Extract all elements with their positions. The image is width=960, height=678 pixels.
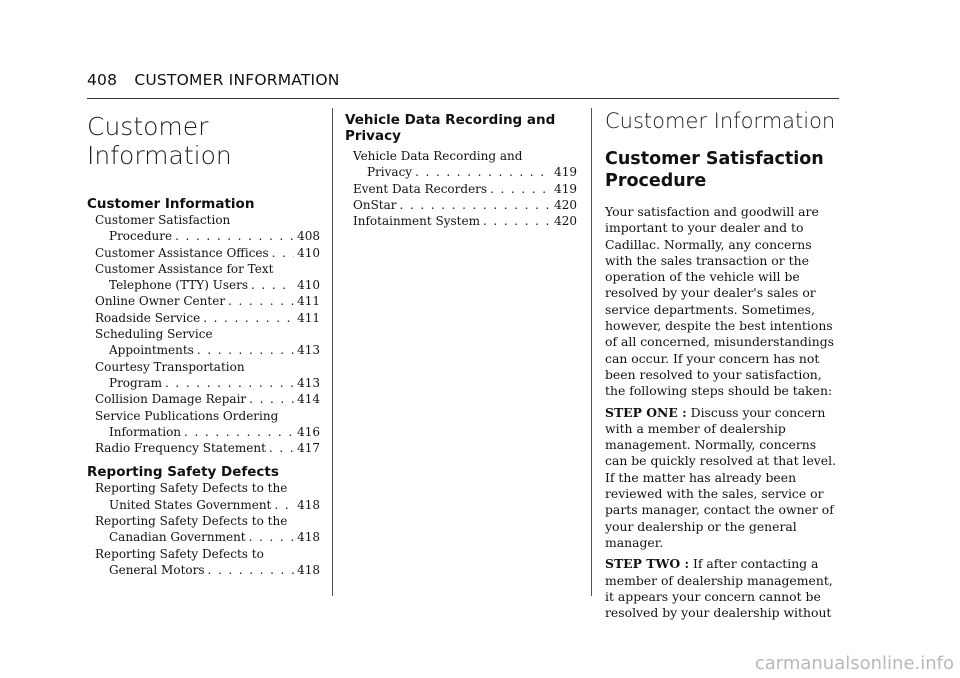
toc-page-number: 408 (297, 229, 320, 244)
toc-entry[interactable] (87, 326, 320, 359)
dot-leader (165, 375, 294, 391)
step-two-paragraph: STEP TWO : If after contacting a member of dealership management, it appears your concern cannot be resolved by your dealership without (605, 556, 833, 621)
toc-entry-title: Online Owner Center (95, 294, 226, 309)
toc-entry-title: Canadian Government (109, 530, 246, 545)
dot-leader (415, 164, 551, 180)
running-section-title: CUSTOMER INFORMATION (134, 71, 340, 89)
toc-entry-row (95, 277, 320, 293)
watermark-text: carmanualsonline.info (754, 653, 954, 674)
dot-leader (269, 440, 294, 456)
toc-entry[interactable] (345, 197, 577, 213)
toc-entry[interactable] (345, 213, 577, 229)
toc-entry-row (95, 310, 320, 326)
dot-leader (490, 181, 551, 197)
dot-leader (184, 424, 294, 440)
toc-page-number: 418 (297, 562, 320, 577)
toc-entry[interactable] (87, 440, 320, 456)
toc-entry-line: Service Publications Ordering (95, 408, 279, 423)
toc-entry-title: United States Government (109, 497, 272, 512)
toc-page-number: 416 (297, 424, 320, 439)
toc-entry-title: General Motors (109, 562, 205, 577)
toc-entry[interactable] (345, 181, 577, 197)
toc-entry[interactable] (345, 148, 577, 181)
toc-entry[interactable] (87, 310, 320, 326)
toc-page-number: 414 (297, 392, 320, 407)
toc-entry-row (95, 342, 320, 358)
toc-entry-title: Information (109, 424, 182, 439)
step-label: STEP ONE : (605, 404, 687, 420)
step-label: STEP TWO : (605, 556, 690, 572)
toc-list (87, 480, 320, 578)
dot-leader (197, 342, 294, 358)
dot-leader (249, 529, 294, 545)
toc-entry-title: Customer Assistance Offices (95, 245, 269, 260)
toc-entry[interactable] (87, 212, 320, 245)
toc-page-number: 419 (554, 181, 577, 196)
toc-entry-title: Radio Frequency Statement (95, 441, 266, 456)
toc-section-heading: Vehicle Data Recording and Privacy (345, 112, 556, 144)
dot-leader (274, 497, 294, 513)
column-divider-2 (591, 108, 592, 596)
toc-entry-title: Collision Damage Repair (95, 392, 247, 407)
toc-page-number: 411 (297, 294, 320, 309)
toc-section-heading: Customer Information (87, 196, 255, 212)
toc-entry[interactable] (87, 245, 320, 261)
toc-page-number: 418 (297, 530, 320, 545)
toc-entry-line: Scheduling Service (95, 327, 213, 342)
toc-entry-row (95, 228, 320, 244)
body-paragraph: Your satisfaction and goodwill are important to your dealer and to Cadillac. Normally, any concerns with the sales transaction or the operation of the vehicle will be resolved by your dealer's sales or service departments. Sometimes, however, despite the best intentions of all concerned, misunderstandings can occur. If your concern has not been resolved to your satisfaction, the following steps should be taken: (605, 204, 835, 399)
toc-entry-title: Roadside Service (95, 310, 201, 325)
dot-leader (272, 245, 294, 261)
toc-entry-title: Telephone (TTY) Users (109, 278, 248, 293)
header-rule (87, 98, 839, 99)
toc-section-heading: Reporting Safety Defects (87, 464, 279, 481)
dot-leader (251, 277, 294, 293)
toc-entry-title: Event Data Recorders (353, 181, 488, 196)
toc-entry-line: Reporting Safety Defects to (95, 546, 264, 561)
toc-entry[interactable] (87, 546, 320, 579)
toc-entry-row (95, 562, 320, 578)
toc-column-1 (87, 108, 320, 578)
toc-page-number: 417 (297, 441, 320, 456)
toc-entry-row (95, 245, 320, 261)
toc-page-number: 418 (297, 497, 320, 512)
toc-entry-row (353, 164, 577, 180)
toc-entry[interactable] (87, 480, 320, 513)
toc-entry-row (95, 440, 320, 456)
toc-entry[interactable] (87, 513, 320, 546)
chapter-title: Customer Information (87, 112, 232, 170)
toc-entry[interactable] (87, 391, 320, 407)
toc-entry-row (95, 293, 320, 309)
dot-leader (400, 197, 552, 213)
toc-entry-row (95, 375, 320, 391)
toc-page-number: 420 (554, 214, 577, 229)
body-column (605, 108, 840, 626)
toc-list (87, 212, 320, 456)
toc-entry-line: Vehicle Data Recording and (353, 149, 523, 163)
toc-entry-line: Reporting Safety Defects to the (95, 481, 288, 496)
toc-entry-title: Infotainment System (353, 214, 480, 229)
dot-leader (203, 310, 294, 326)
toc-page-number: 413 (297, 343, 320, 358)
toc-entry-title: Program (109, 375, 162, 390)
toc-entry-line: Courtesy Transportation (95, 359, 245, 374)
column-divider-1 (332, 108, 333, 596)
toc-entry-line: Customer Assistance for Text (95, 261, 274, 276)
step-one-paragraph: STEP ONE : Discuss your concern with a member of dealership management. Normally, concerns can be quickly resolved at that level. If the matter has already been reviewed with the sales, service or parts manager, contact the owner of your dealership or the general manager. (605, 404, 837, 550)
toc-entry-title: Procedure (109, 229, 173, 244)
toc-entry-row (95, 497, 320, 513)
toc-entry-title: Appointments (109, 343, 194, 358)
toc-page-number: 419 (554, 165, 577, 180)
toc-entry-line: Customer Satisfaction (95, 213, 231, 227)
dot-leader (228, 293, 294, 309)
dot-leader (483, 213, 551, 229)
running-header (87, 71, 839, 89)
toc-page-number: 413 (297, 375, 320, 390)
toc-page-number: 410 (297, 278, 320, 293)
toc-entry-row (95, 424, 320, 440)
toc-entry-row (95, 529, 320, 545)
subsection-title: Customer Satisfaction Procedure (605, 149, 824, 191)
toc-entry-title: Privacy (367, 165, 413, 180)
dot-leader (175, 228, 294, 244)
toc-entry-row (95, 391, 320, 407)
toc-column-2 (345, 108, 577, 229)
toc-entry[interactable] (87, 359, 320, 392)
toc-entry-row (353, 197, 577, 213)
toc-entry-row (353, 181, 577, 197)
toc-entry[interactable] (87, 408, 320, 441)
toc-entry-line: Reporting Safety Defects to the (95, 514, 288, 529)
toc-entry-title: OnStar (353, 197, 397, 212)
toc-entry-row (353, 213, 577, 229)
toc-page-number: 411 (297, 310, 320, 325)
dot-leader (249, 391, 294, 407)
dot-leader (208, 562, 295, 578)
page-number: 408 (87, 71, 118, 89)
toc-page-number: 410 (297, 245, 320, 260)
toc-entry[interactable] (87, 293, 320, 309)
section-title: Customer Information (605, 109, 836, 133)
toc-list (345, 148, 577, 229)
toc-entry[interactable] (87, 261, 320, 294)
toc-page-number: 420 (554, 197, 577, 212)
